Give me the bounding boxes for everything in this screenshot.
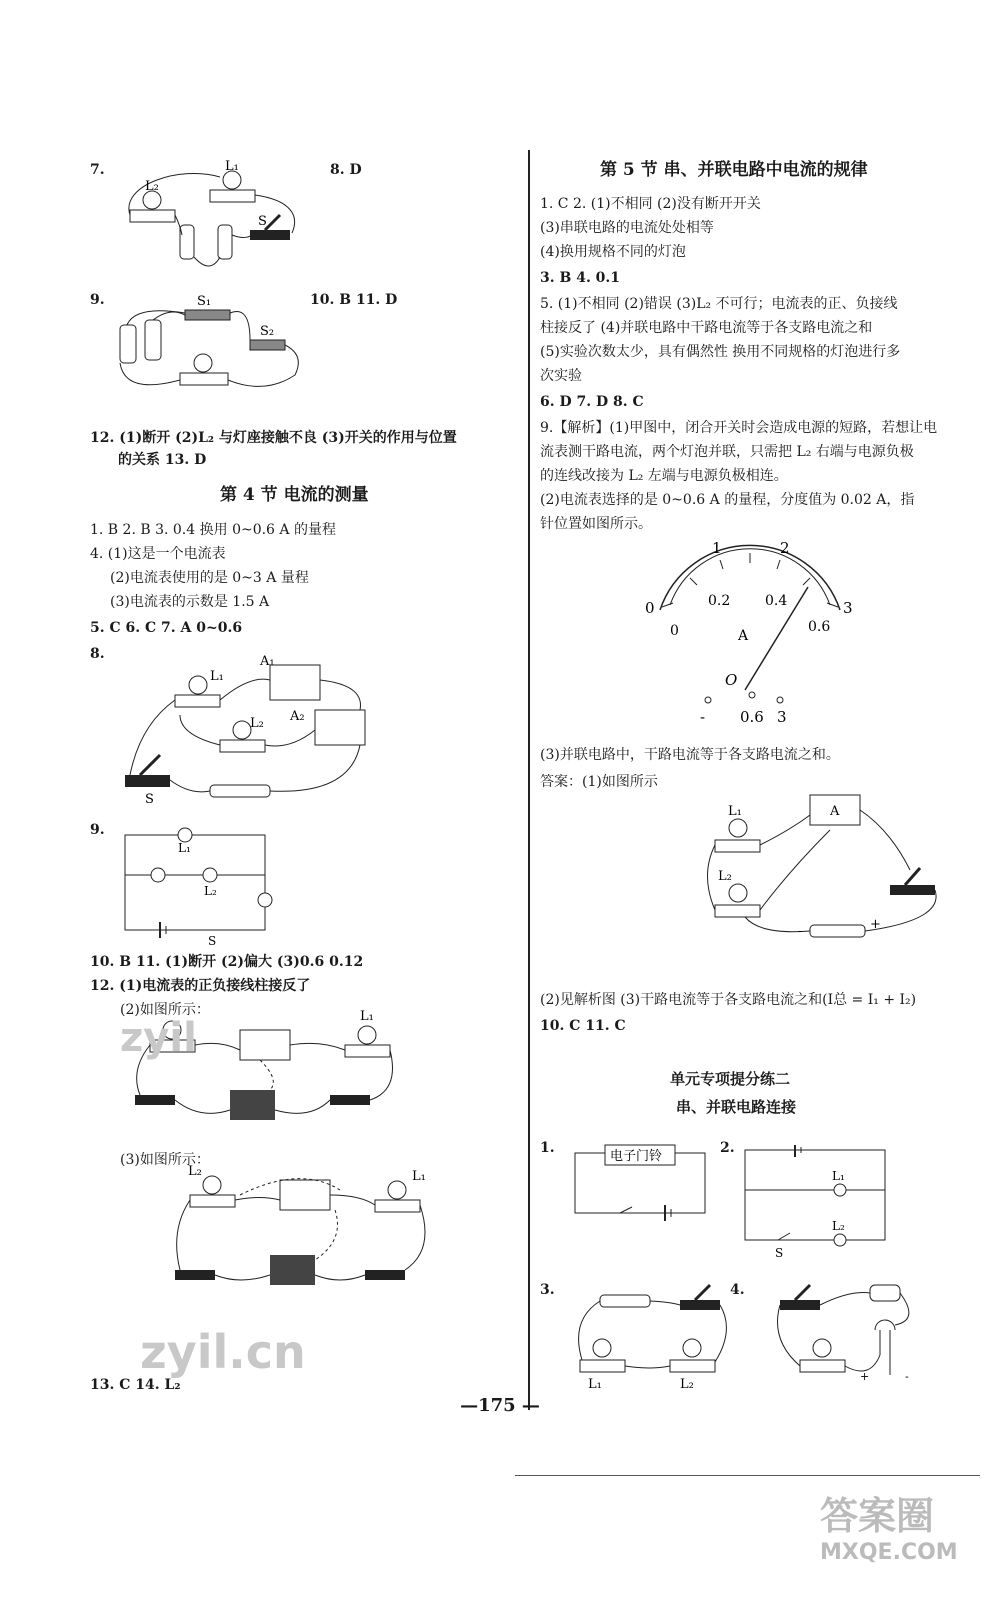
- answer-circuit-figure: [700, 790, 950, 940]
- svg-text:L₂: L₂: [250, 716, 264, 731]
- page-number: —175 —: [460, 1395, 540, 1416]
- r-line5: 5. (1)不相同 (2)错误 (3)L₂ 不可行；电流表的正、负接线: [540, 296, 898, 312]
- s4-q8-label: 8.: [90, 646, 105, 662]
- r-line18: 10. C 11. C: [540, 1018, 626, 1034]
- r-line6: 柱接反了 (4)并联电路中干路电流等于各支路电流之和: [540, 320, 873, 336]
- s4-line13: 13. C 14. L₂: [90, 1377, 181, 1393]
- r-line16: 答案：(1)如图所示: [540, 774, 658, 790]
- u2-parallel-schematic: [740, 1145, 900, 1260]
- q12-line1: 12. (1)断开 (2)L₂ 与灯座接触不良 (3)开关的作用与位置: [90, 430, 457, 446]
- svg-text:0: 0: [670, 623, 679, 639]
- svg-text:L₁: L₁: [225, 159, 239, 174]
- svg-text:L₂: L₂: [680, 1377, 694, 1392]
- svg-text:L₂: L₂: [204, 884, 217, 898]
- u1-doorbell-schematic: [570, 1145, 740, 1225]
- svg-text:A₁: A₁: [260, 654, 275, 669]
- s4-line3: (2)电流表使用的是 0~3 A 量程: [110, 570, 309, 586]
- u3-label: 3.: [540, 1282, 555, 1298]
- r-line10: 9.【解析】(1)甲图中，闭合开关时会造成电源的短路，若想让电: [540, 420, 938, 436]
- svg-text:S: S: [258, 214, 267, 229]
- svg-text:S₂: S₂: [260, 324, 275, 339]
- u3-circuit-figure: [570, 1280, 730, 1390]
- q7-label: 7.: [90, 162, 105, 178]
- svg-text:L₂: L₂: [188, 1164, 202, 1179]
- s4-q9-schematic: [120, 830, 280, 948]
- watermark-answer-logo: 答案圈: [820, 1494, 935, 1538]
- q8-answer: 8. D: [330, 162, 362, 178]
- r-line17: (2)见解析图 (3)干路电流等于各支路电流之和(I总 = I₁ + I₂): [540, 992, 917, 1008]
- r-line15: (3)并联电路中，干路电流等于各支路电流之和。: [540, 747, 840, 763]
- unit-title: 单元专项提分练二: [670, 1070, 791, 1088]
- svg-text:0.4: 0.4: [765, 593, 788, 609]
- q9-label: 9.: [90, 292, 105, 308]
- svg-text:O: O: [725, 671, 738, 689]
- u1-label: 1.: [540, 1140, 555, 1156]
- svg-text:L₂: L₂: [718, 869, 732, 884]
- svg-text:+: +: [860, 1370, 870, 1383]
- svg-text:L₁: L₁: [588, 1377, 602, 1392]
- unit-subtitle: 串、并联电路连接: [676, 1098, 797, 1116]
- svg-text:A: A: [830, 804, 840, 819]
- r-line8: 次实验: [540, 368, 582, 384]
- column-divider: [528, 150, 530, 1410]
- r-line4: 3. B 4. 0.1: [540, 270, 621, 286]
- watermark-mxqe: MXQE.COM: [820, 1540, 958, 1565]
- s4-line2: 4. (1)这是一个电流表: [90, 546, 226, 562]
- section5-title: 第 5 节 串、并联电路中电流的规律: [600, 160, 868, 180]
- r-line2: (3)串联电路的电流处处相等: [540, 220, 714, 236]
- footer-rule: [515, 1475, 980, 1476]
- r-line9: 6. D 7. D 8. C: [540, 394, 644, 410]
- s4-line5: 5. C 6. C 7. A 0~0.6: [90, 620, 243, 636]
- s4-line12c: (3)如图所示：: [120, 1152, 210, 1168]
- ammeter-dial-figure: [640, 539, 860, 726]
- s4-q8-circuit-figure: [120, 655, 380, 805]
- svg-text:L₂: L₂: [145, 179, 159, 194]
- q9-circuit-figure: [115, 295, 325, 405]
- svg-text:3: 3: [777, 708, 787, 726]
- svg-text:S: S: [208, 934, 217, 948]
- q10-11-answer: 10. B 11. D: [310, 292, 398, 308]
- svg-text:0.6: 0.6: [808, 619, 831, 635]
- svg-text:-: -: [905, 1370, 909, 1383]
- watermark-zyil: zyil: [120, 1015, 197, 1061]
- r-line1: 1. C 2. (1)不相同 (2)没有断开开关: [540, 196, 761, 212]
- svg-text:0: 0: [645, 599, 655, 617]
- svg-text:A₂: A₂: [290, 709, 305, 724]
- svg-text:L₁: L₁: [728, 804, 742, 819]
- svg-text:-: -: [798, 924, 803, 939]
- r-line13: (2)电流表选择的是 0~0.6 A 的量程，分度值为 0.02 A，指: [540, 492, 915, 508]
- svg-text:-: -: [700, 708, 706, 726]
- r-line7: (5)实验次数太少，具有偶然性 换用不同规格的灯泡进行多: [540, 344, 901, 360]
- r-line12: 的连线改接为 L₂ 左端与电源负极相连。: [540, 468, 788, 484]
- svg-text:L₁: L₁: [178, 841, 191, 855]
- r-line3: (4)换用规格不同的灯泡: [540, 244, 686, 260]
- s4-q9-label: 9.: [90, 822, 105, 838]
- svg-text:A: A: [738, 628, 749, 644]
- u4-label: 4.: [730, 1282, 745, 1298]
- s4-line10: 10. B 11. (1)断开 (2)偏大 (3)0.6 0.12: [90, 954, 364, 970]
- section4-title: 第 4 节 电流的测量: [220, 485, 369, 505]
- svg-text:L₁: L₁: [360, 1009, 374, 1024]
- u4-circuit-figure: [780, 1280, 930, 1390]
- s4-line1: 1. B 2. B 3. 0.4 换用 0~0.6 A 的量程: [90, 522, 336, 538]
- s4-line4: (3)电流表的示数是 1.5 A: [110, 594, 270, 610]
- svg-text:1: 1: [712, 539, 722, 557]
- svg-text:+: +: [870, 917, 881, 932]
- svg-text:L₁: L₁: [210, 669, 224, 684]
- svg-text:S: S: [775, 1246, 784, 1260]
- svg-text:S: S: [145, 792, 154, 807]
- r-line14: 针位置如图所示。: [540, 516, 652, 532]
- svg-text:L₂: L₂: [832, 1219, 845, 1233]
- u2-label: 2.: [720, 1140, 735, 1156]
- svg-text:L₁: L₁: [412, 1169, 426, 1184]
- q7-circuit-figure: [120, 159, 320, 275]
- svg-text:电子门铃: 电子门铃: [610, 1149, 663, 1164]
- svg-text:S₁: S₁: [197, 294, 212, 309]
- svg-text:L₁: L₁: [832, 1169, 845, 1183]
- watermark-zyil-cn: zyil.cn: [140, 1325, 306, 1379]
- s4-line12b: (2)如图所示：: [120, 1002, 210, 1018]
- r-line11: 流表测干路电流，两个灯泡并联，只需把 L₂ 右端与电源负极: [540, 444, 914, 460]
- s4-line12: 12. (1)电流表的正负接线柱接反了: [90, 978, 311, 994]
- svg-text:2: 2: [780, 539, 790, 557]
- s4-q12-3-circuit-figure: [170, 1164, 430, 1290]
- svg-text:0.6: 0.6: [740, 708, 764, 726]
- svg-text:0.2: 0.2: [708, 593, 731, 609]
- q12-line2: 的关系 13. D: [118, 452, 207, 468]
- svg-text:3: 3: [843, 599, 853, 617]
